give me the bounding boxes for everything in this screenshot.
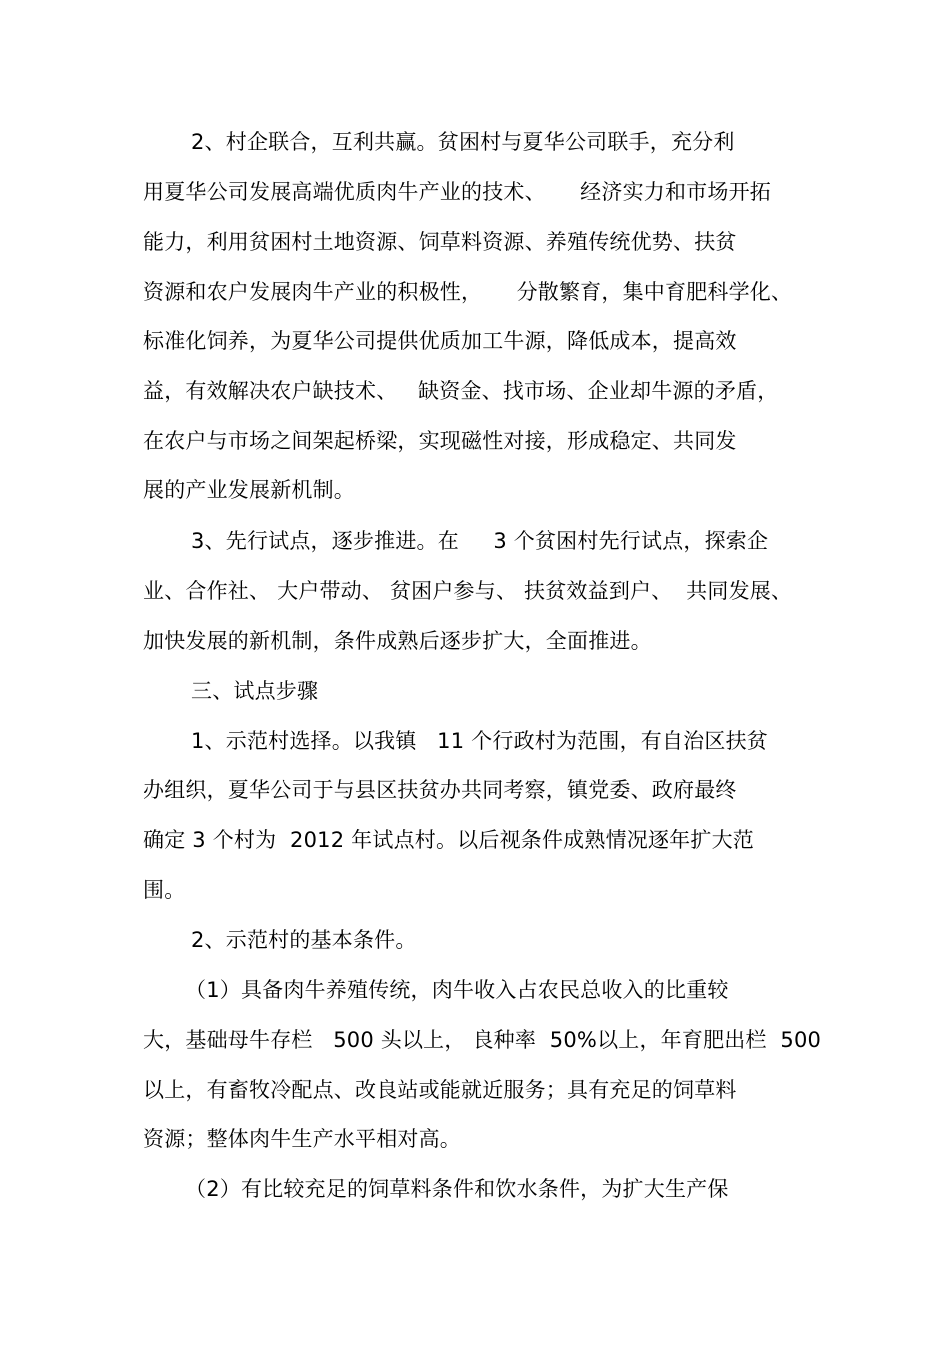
paragraph-line-19: 大，基础母牛存栏 500 头以上， 良种率 50%以上，年育肥出栏 500 — [143, 1028, 822, 1052]
paragraph-line-1: 2、村企联合，互利共赢。贫困村与夏华公司联手，充分利 — [191, 130, 735, 154]
paragraph-line-16: 围。 — [143, 878, 186, 902]
paragraph-line-11: 加快发展的新机制，条件成熟后逐步扩大，全面推进。 — [143, 629, 652, 653]
paragraph-line-14: 办组织，夏华公司于与县区扶贫办共同考察，镇党委、政府最终 — [143, 778, 737, 802]
paragraph-line-20: 以上，有畜牧冷配点、改良站或能就近服务；具有充足的饲草料 — [143, 1078, 737, 1102]
paragraph-line-8: 展的产业发展新机制。 — [143, 478, 355, 502]
paragraph-line-15: 确定 3 个村为 2012 年试点村。以后视条件成熟情况逐年扩大范 — [143, 828, 754, 852]
paragraph-line-2: 用夏华公司发展高端优质肉牛产业的技术、 经济实力和市场开拓 — [143, 180, 771, 204]
paragraph-line-3: 能力，利用贫困村土地资源、饲草料资源、养殖传统优势、扶贫 — [143, 230, 737, 254]
paragraph-line-13: 1、示范村选择。以我镇 11 个行政村为范围，有自治区扶贫 — [191, 729, 768, 753]
paragraph-line-4: 资源和农户发展肉牛产业的积极性， 分散繁育，集中育肥科学化、 — [143, 280, 793, 304]
paragraph-line-17: 2、示范村的基本条件。 — [191, 928, 417, 952]
paragraph-line-18: （1）具备肉牛养殖传统，肉牛收入占农民总收入的比重较 — [185, 978, 729, 1002]
paragraph-line-10: 业、合作社、 大户带动、 贫困户参与、 扶贫效益到户、 共同发展、 — [143, 579, 793, 603]
paragraph-line-6: 益，有效解决农户缺技术、 缺资金、找市场、企业却牛源的矛盾， — [143, 379, 779, 403]
paragraph-line-22: （2）有比较充足的饲草料条件和饮水条件，为扩大生产保 — [185, 1177, 729, 1201]
paragraph-line-7: 在农户与市场之间架起桥梁，实现磁性对接，形成稳定、共同发 — [143, 429, 737, 453]
paragraph-line-5: 标准化饲养，为夏华公司提供优质加工牛源，降低成本，提高效 — [143, 329, 737, 353]
paragraph-line-21: 资源；整体肉牛生产水平相对高。 — [143, 1127, 461, 1151]
section-heading: 三、试点步骤 — [191, 679, 319, 703]
paragraph-line-9: 3、先行试点，逐步推进。在 3 个贫困村先行试点，探索企 — [191, 529, 769, 553]
